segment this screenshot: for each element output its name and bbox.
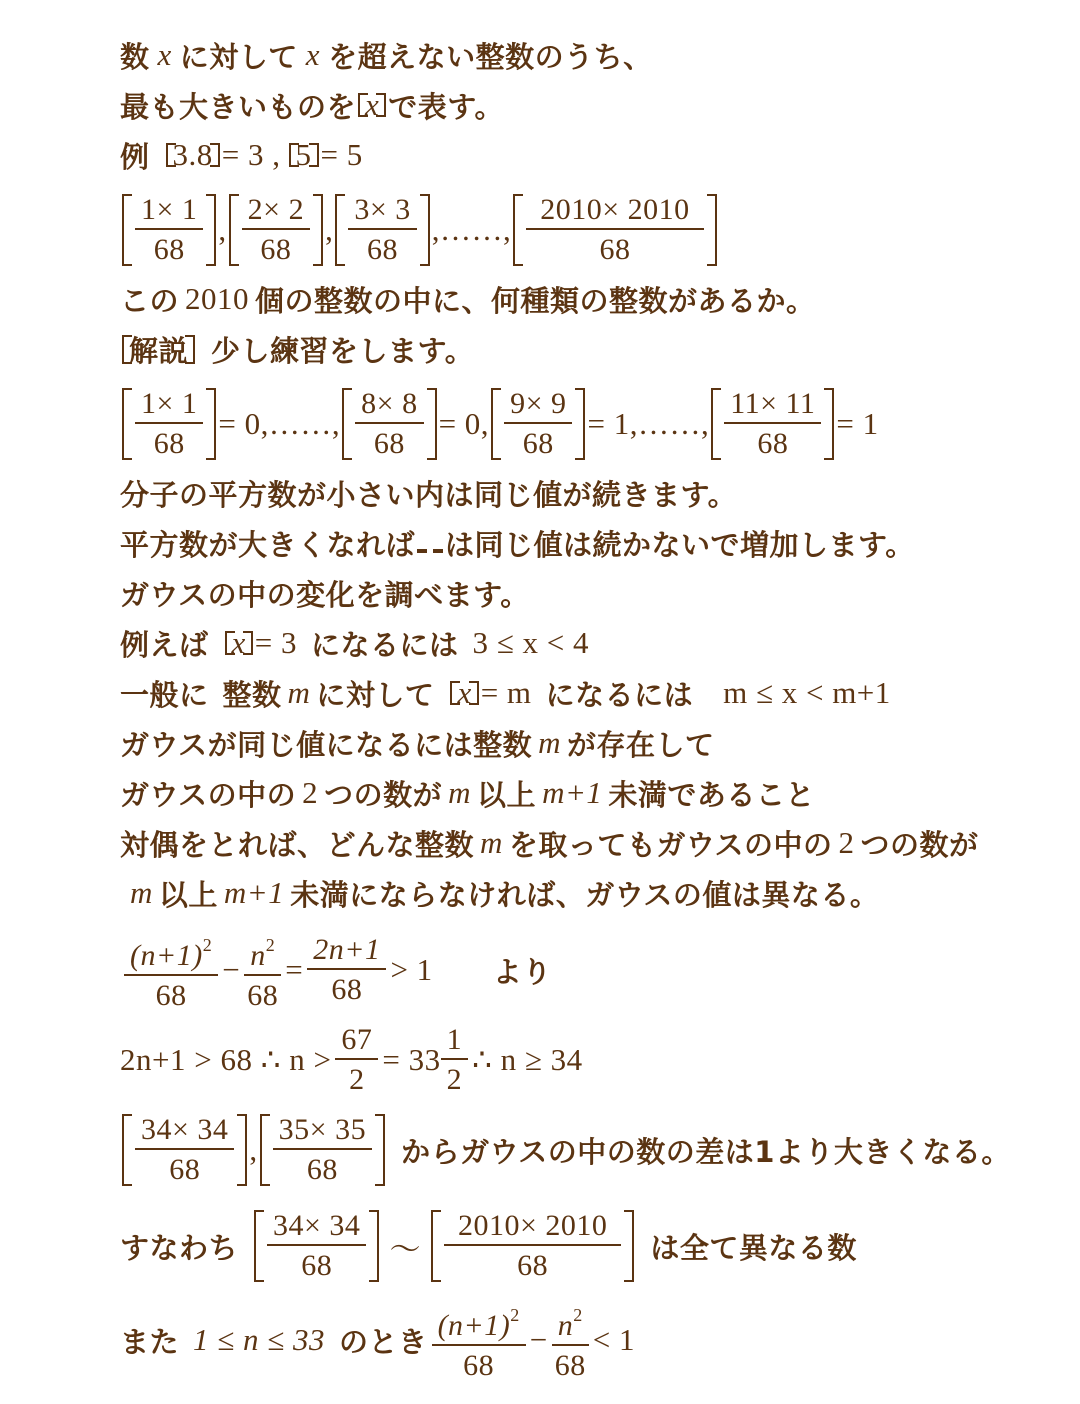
floor-bracket: 5	[289, 137, 319, 173]
math: 3 ≤ x < 4	[472, 625, 590, 660]
text: 整数	[222, 677, 282, 712]
text: 以上	[477, 777, 537, 812]
line-20: すなわち 34× 34 68 〜 2010× 2010 68 は全て異なる数	[120, 1209, 857, 1282]
var-m: m	[480, 825, 503, 860]
floor-fraction: 11× 11 68	[711, 386, 834, 462]
text: つの数が	[860, 827, 979, 862]
var-m: m	[287, 675, 311, 710]
math: 1 ≤ n ≤ 33	[193, 1322, 326, 1357]
text: 最も大きいものを	[120, 89, 357, 124]
commentary-label: 解説	[122, 329, 195, 370]
text: より	[492, 954, 552, 989]
line-17: $(n+1)^2$ 68 − $\frac{n^2}{68}$ = $\frac{2n+1}{68}$ > 1 より	[120, 920, 552, 1020]
line-14	[120, 768, 815, 818]
floor-fraction: 35× 35 68	[260, 1112, 385, 1188]
math: m ≤ x < m+1	[723, 675, 891, 710]
text: 以上	[158, 877, 218, 912]
text: 少し練習をします。	[211, 333, 475, 368]
line-16	[130, 868, 879, 918]
floor-bracket: 3.8	[166, 137, 220, 173]
line-6	[120, 324, 474, 374]
floor-fraction: 9× 9 68	[491, 386, 585, 462]
floor-bracket: x	[358, 87, 386, 123]
text: ガウスが同じ値になるには整数	[120, 727, 533, 762]
math: = 3	[254, 625, 298, 660]
math: 2n+1 > 68 ∴ n >	[120, 1042, 332, 1077]
math: = 3 ,	[221, 137, 281, 172]
text: ガウスの中の	[120, 777, 297, 812]
text: また	[120, 1324, 180, 1359]
number: 2	[838, 825, 855, 860]
math: ∴ n ≥ 34	[472, 1042, 583, 1077]
line-5	[120, 274, 816, 324]
line-11	[120, 618, 589, 668]
fraction: $\frac{67}{2}$	[335, 1022, 378, 1098]
fraction: $\frac{n^2}{68}$	[552, 1297, 589, 1384]
line-21: また 1 ≤ n ≤ 33 のとき $(n+1)^2$ 68 − $\frac{n^2}{68}$ < 1	[120, 1290, 635, 1390]
number: 2010	[185, 281, 250, 316]
fraction: $\frac{2n+1}{68}$	[307, 932, 386, 1008]
text: で表す。	[388, 89, 504, 124]
floor-fraction: 2× 2 68	[229, 192, 323, 268]
var-m: m	[538, 725, 562, 760]
floor-fraction: 2010× 2010 68	[431, 1208, 634, 1284]
text: この	[120, 283, 180, 318]
text: 例	[120, 139, 150, 174]
text: 個の整数の中に、何種類の整数があるか。	[255, 283, 816, 318]
text: が存在して	[567, 727, 715, 762]
text: 一般に	[120, 677, 209, 712]
line-7: 1× 1 68 = 0, …… , 8× 8 68 = 0, 9× 9 68 = 1, …… , 11× 11 68 = 1	[120, 374, 879, 474]
floor-bracket: x	[225, 625, 253, 661]
text: からガウスの中の数の差は1より大きくなる。	[401, 1134, 1011, 1169]
text: は同じ値は続かないで増加します。	[445, 527, 915, 562]
text: 未満にならなければ、ガウスの値は異なる。	[290, 877, 880, 912]
fraction: $(n+1)^2$ 68	[124, 927, 218, 1014]
text: 平方数が大きくなれば	[120, 527, 416, 562]
text: に対して	[179, 39, 298, 74]
floor-fraction: 34× 34 68	[122, 1112, 247, 1188]
text: 例えば	[120, 627, 209, 662]
text: 分子の平方数が小さい内は同じ値が続きます。	[120, 477, 738, 512]
text: になるには	[545, 677, 694, 712]
line-9	[120, 518, 915, 568]
line-15	[120, 818, 979, 868]
floor-fraction: 34× 34 68	[254, 1208, 379, 1284]
math: = m	[480, 675, 532, 710]
text: は全て異なる数	[650, 1230, 857, 1265]
line-19: 34× 34 68 , 35× 35 68 からガウスの中の数の差は1より大きくなる。	[120, 1100, 1011, 1200]
var-m: m	[448, 775, 472, 810]
line-8	[120, 468, 737, 518]
var-x: x	[157, 37, 172, 72]
text: を取ってもガウスの中の	[508, 827, 833, 862]
floor-fraction: 1× 1 68	[122, 386, 216, 462]
line-18	[120, 1010, 583, 1110]
fraction: $(n+1)^2$ 68	[432, 1297, 526, 1384]
math: m+1	[223, 875, 285, 910]
text: を超えない整数のうち、	[328, 39, 653, 74]
text: ガウスの中の変化を調べます。	[120, 577, 530, 612]
text: 未満であること	[608, 777, 815, 812]
fraction: $\frac{n^2}{68}$	[244, 927, 281, 1014]
math: m+1	[542, 775, 603, 810]
floor-bracket: x	[450, 675, 478, 711]
line-1	[120, 30, 653, 80]
text: 数	[120, 39, 150, 74]
floor-fraction: 8× 8 68	[342, 386, 436, 462]
math: = 5	[320, 137, 363, 172]
line-12	[120, 668, 891, 718]
floor-fraction: 1× 1 68	[122, 192, 216, 268]
line-3	[120, 130, 363, 180]
number: 2	[302, 775, 319, 810]
fraction: 1 2	[441, 1022, 469, 1098]
line-2	[120, 80, 504, 130]
floor-fraction: 2010× 2010 68	[513, 192, 716, 268]
var-x: x	[305, 37, 321, 72]
text: に対して	[316, 677, 435, 712]
var-m: m	[130, 875, 153, 910]
floor-fraction: 3× 3 68	[335, 192, 429, 268]
line-13	[120, 718, 715, 768]
text: のとき	[339, 1324, 428, 1359]
text: 対偶をとれば、どんな整数	[120, 827, 475, 862]
text: つの数が	[324, 777, 443, 812]
text: になるには	[311, 627, 459, 662]
text: すなわち	[120, 1230, 239, 1265]
line-10	[120, 568, 530, 618]
line-4: 1× 1 68 , 2× 2 68 , 3× 3 68 , …… , 2010× 2010 68	[120, 180, 719, 280]
math: = 33	[382, 1042, 441, 1077]
